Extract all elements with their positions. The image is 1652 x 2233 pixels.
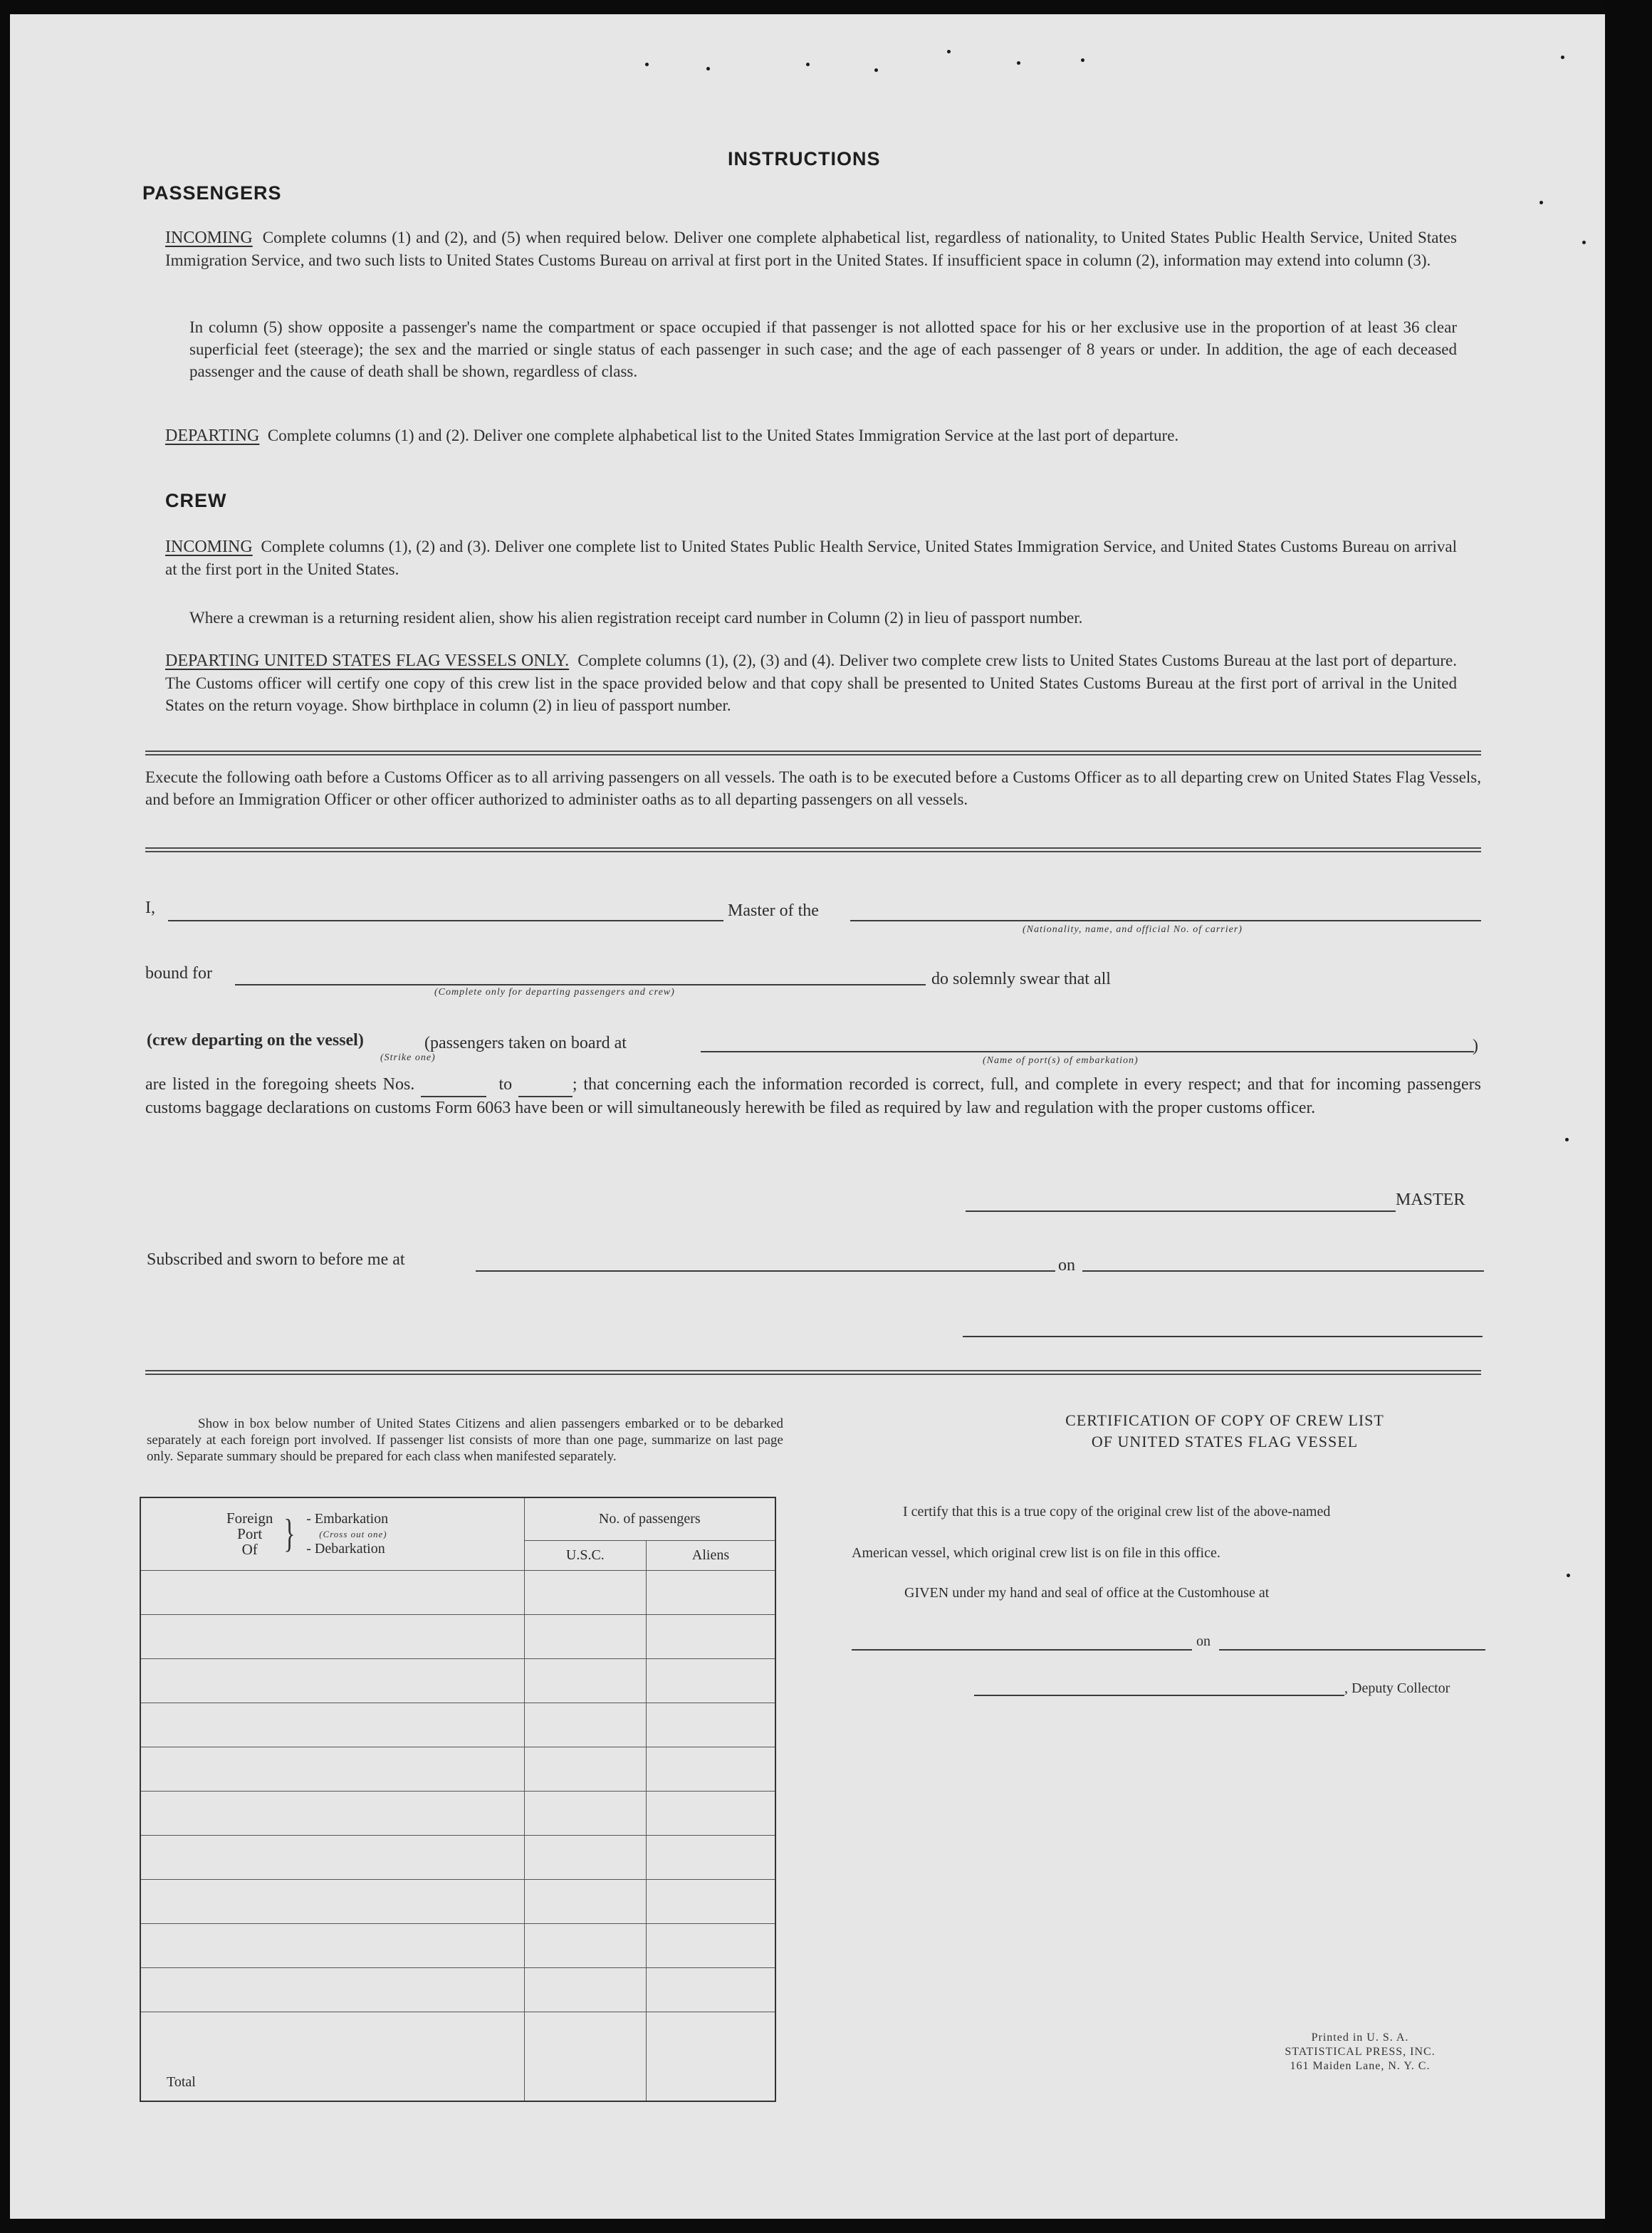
scan-speck [1081, 58, 1084, 62]
aliens-cell[interactable] [647, 1791, 775, 1835]
scan-speck [1582, 241, 1586, 244]
usc-header: U.S.C. [524, 1540, 646, 1570]
port-cell[interactable] [140, 1570, 524, 1614]
crew-incoming-paragraph [165, 535, 1457, 580]
strike-one-caption: (Strike one) [380, 1052, 436, 1063]
given-date-field[interactable] [1219, 1649, 1485, 1651]
deputy-signature-field[interactable] [974, 1695, 1344, 1696]
crew-incoming-label: INCOMING [165, 538, 253, 556]
usc-cell[interactable] [524, 1967, 646, 2012]
usc-cell[interactable] [524, 1835, 646, 1879]
passengers-departing-paragraph [165, 424, 1457, 447]
carrier-field[interactable] [850, 920, 1481, 921]
foreign-port-of-label [226, 1510, 273, 1557]
embarkation-port-field[interactable] [701, 1051, 1474, 1052]
foreign-label: Foreign [226, 1510, 273, 1527]
usc-cell[interactable] [524, 1791, 646, 1835]
certification-title-line-2: OF UNITED STATES FLAG VESSEL [1091, 1433, 1359, 1450]
port-cell[interactable] [140, 1879, 524, 1923]
carrier-caption: (Nationality, name, and official No. of carrier) [1023, 924, 1243, 935]
certify-line-2: American vessel, which original crew list is on file in this office. [852, 1545, 1220, 1561]
section-divider [145, 847, 1481, 852]
certification-title [911, 1410, 1538, 1453]
port-caption: (Name of port(s) of embarkation) [983, 1055, 1139, 1066]
section-divider [145, 1370, 1481, 1375]
port-cell[interactable] [140, 1747, 524, 1791]
certify-line-1: I certify that this is a true copy of the original crew list of the above-named [903, 1504, 1331, 1520]
aliens-cell[interactable] [647, 1570, 775, 1614]
scan-speck [1561, 56, 1564, 59]
sheet-from-field[interactable] [421, 1074, 486, 1097]
port-label: Port [237, 1525, 263, 1543]
aliens-header: Aliens [647, 1540, 775, 1570]
bound-for-label: bound for [145, 964, 212, 983]
scan-speck [706, 67, 710, 70]
table-row [140, 1747, 775, 1791]
usc-cell[interactable] [524, 1879, 646, 1923]
aliens-cell[interactable] [647, 1703, 775, 1747]
crew-incoming-text: Complete columns (1), (2) and (3). Deliver one complete list to United States Public Health Service, United States Immigration Service, and United States Customs Bureau on arrival at the first port in the United States. [165, 538, 1457, 578]
scan-speck [1017, 61, 1020, 65]
port-cell[interactable] [140, 1967, 524, 2012]
embarkation-option[interactable]: - Embarkation [306, 1510, 389, 1527]
passenger-summary-table [140, 1497, 776, 2102]
crew-resident-paragraph: Where a crewman is a returning resident alien, show his alien registration receipt card number in Column (2) in lieu of passport number. [189, 609, 1083, 627]
table-row [140, 1835, 775, 1879]
port-cell[interactable] [140, 1658, 524, 1703]
crew-heading: CREW [165, 490, 227, 511]
of-label: Of [241, 1541, 258, 1559]
column5-paragraph: In column (5) show opposite a passenger's name the compartment or space occupied if that passenger is not allotted space for his or her exclusive use in the proportion of at least 36 clear superficial feet (steerage); the sex and the married or single status of each passenger in such case; and the age of each passenger of 8 years or under. In addition, the age of each deceased passenger and the cause of death shall be shown, regardless of class. [189, 318, 1457, 380]
to-label: to [498, 1075, 513, 1094]
imprint-line-2: STATISTICAL PRESS, INC. [1285, 2046, 1436, 2058]
subscribed-label: Subscribed and sworn to before me at [147, 1250, 405, 1269]
scan-speck [645, 63, 649, 66]
passengers-departing-text: Complete columns (1) and (2). Deliver one complete alphabetical list to the United States Immigration Service at the last port of departure. [267, 427, 1179, 444]
aliens-cell[interactable] [647, 1967, 775, 2012]
crew-departing-paragraph [165, 649, 1457, 716]
aliens-cell[interactable] [647, 1747, 775, 1791]
crew-departing-option[interactable]: (crew departing on the vessel) [147, 1031, 364, 1050]
close-paren: ) [1473, 1037, 1478, 1055]
aliens-cell[interactable] [647, 1658, 775, 1703]
master-label: MASTER [1396, 1191, 1465, 1209]
oath-intro: Execute the following oath before a Customs Officer as to all arriving passengers on all vessels. The oath is to be executed before a Customs Officer as to all departing crew on United States Flag Vessels, and before an Immigration Officer or other officer authorized to administer oaths as to all departing passengers on all vessels. [145, 768, 1481, 808]
passengers-taken-option[interactable]: (passengers taken on board at [424, 1034, 627, 1052]
section-divider [145, 751, 1481, 755]
instructions-title: INSTRUCTIONS [728, 148, 881, 169]
table-header-row [140, 1497, 775, 1540]
aliens-cell[interactable] [647, 1614, 775, 1658]
brace-icon: } [283, 1512, 296, 1557]
total-label: Total [140, 2012, 524, 2101]
bound-for-field[interactable] [235, 984, 926, 985]
table-row [140, 1923, 775, 1967]
table-row [140, 1703, 775, 1747]
sheet-to-field[interactable] [518, 1074, 573, 1097]
passengers-incoming-text: Complete columns (1) and (2), and (5) when required below. Deliver one complete alphabetical list, regardless of nationality, to United States Public Health Service, United States Immigration Service, and two such lists to United States Customs Bureau on arrival at first port in the United States. If insufficient space in column (2), information may extend into column (3). [165, 229, 1457, 269]
aliens-cell[interactable] [647, 1835, 775, 1879]
usc-total-cell[interactable] [524, 2012, 646, 2101]
port-column-header [140, 1497, 524, 1570]
scan-speck [1567, 1574, 1570, 1577]
given-line: GIVEN under my hand and seal of office at the Customhouse at [904, 1585, 1270, 1601]
usc-cell[interactable] [524, 1658, 646, 1703]
sworn-date-field[interactable] [1082, 1270, 1484, 1272]
table-row [140, 1658, 775, 1703]
port-cell[interactable] [140, 1835, 524, 1879]
total-row [140, 2012, 775, 2101]
table-row [140, 1879, 775, 1923]
master-of-the-label: Master of the [728, 901, 819, 920]
certification-title-line-1: CERTIFICATION OF COPY OF CREW LIST [1065, 1411, 1384, 1429]
no-of-passengers-header: No. of passengers [524, 1497, 775, 1540]
customhouse-field[interactable] [852, 1649, 1192, 1651]
listed-rest: ; that concerning each the information recorded is correct, full, and complete in every respect; and that for incoming passengers customs baggage declarations on customs Form 6063 have been or will simultaneously herewith be filed as required by law and regulation with the proper customs officer. [145, 1075, 1482, 1117]
embark-debark-options [306, 1512, 388, 1557]
deputy-collector-label: , Deputy Collector [1344, 1680, 1450, 1696]
scan-speck [947, 50, 951, 53]
passengers-incoming-paragraph [165, 226, 1457, 271]
usc-cell[interactable] [524, 1923, 646, 1967]
master-signature-field[interactable] [966, 1210, 1396, 1212]
table-row [140, 1570, 775, 1614]
port-cell[interactable] [140, 1923, 524, 1967]
usc-cell[interactable] [524, 1747, 646, 1791]
imprint-line-1: Printed in U. S. A. [1311, 2031, 1409, 2044]
listed-paragraph [145, 1074, 1481, 1119]
table-row [140, 1791, 775, 1835]
port-cell[interactable] [140, 1703, 524, 1747]
scan-speck [874, 68, 878, 72]
given-on-label: on [1196, 1633, 1211, 1649]
oath-i-label: I, [145, 899, 155, 917]
port-cell[interactable] [140, 1614, 524, 1658]
cross-out-caption: (Cross out one) [319, 1528, 387, 1539]
bound-for-caption: (Complete only for departing passengers and crew) [434, 987, 675, 998]
officer-signature-field[interactable] [963, 1336, 1483, 1337]
summary-note: Show in box below number of United States Citizens and alien passengers embarked or to be debarked separately at each foreign port involved. If passenger list consists of more than one page, summarize on last page only. Separate summary should be prepared for each class when manifested separately. [147, 1416, 783, 1464]
passengers-incoming-label: INCOMING [165, 229, 253, 247]
scan-speck [1565, 1138, 1569, 1141]
aliens-total-cell[interactable] [647, 2012, 775, 2101]
sworn-place-field[interactable] [476, 1270, 1055, 1272]
aliens-cell[interactable] [647, 1879, 775, 1923]
table-row [140, 1614, 775, 1658]
swear-text: do solemnly swear that all [931, 970, 1111, 988]
usc-cell[interactable] [524, 1614, 646, 1658]
passengers-departing-label: DEPARTING [165, 427, 260, 445]
table-row [140, 1967, 775, 2012]
scan-border [1605, 0, 1652, 2233]
debarkation-option[interactable]: - Debarkation [306, 1540, 385, 1557]
usc-cell[interactable] [524, 1703, 646, 1747]
port-cell[interactable] [140, 1791, 524, 1835]
scan-speck [1539, 201, 1543, 204]
passengers-heading: PASSENGERS [142, 182, 282, 204]
listed-prefix: are listed in the foregoing sheets Nos. [145, 1075, 415, 1094]
sworn-on-label: on [1058, 1256, 1075, 1275]
crew-departing-label: DEPARTING UNITED STATES FLAG VESSELS ONLY. [165, 652, 570, 670]
aliens-cell[interactable] [647, 1923, 775, 1967]
scan-speck [806, 63, 810, 66]
printer-imprint [1253, 2031, 1467, 2074]
usc-cell[interactable] [524, 1570, 646, 1614]
master-name-field[interactable] [168, 920, 723, 921]
imprint-line-3: 161 Maiden Lane, N. Y. C. [1290, 2060, 1431, 2072]
crew-departing-text: Complete columns (1), (2), (3) and (4). Deliver two complete crew lists to United States Customs Bureau at the last port of departure. The Customs officer will certify one copy of this crew list in the space provided below and that copy shall be presented to United States Customs Bureau at the first port of arrival in the United States on the return voyage. Show birthplace in column (2) in lieu of passport number. [165, 652, 1458, 714]
